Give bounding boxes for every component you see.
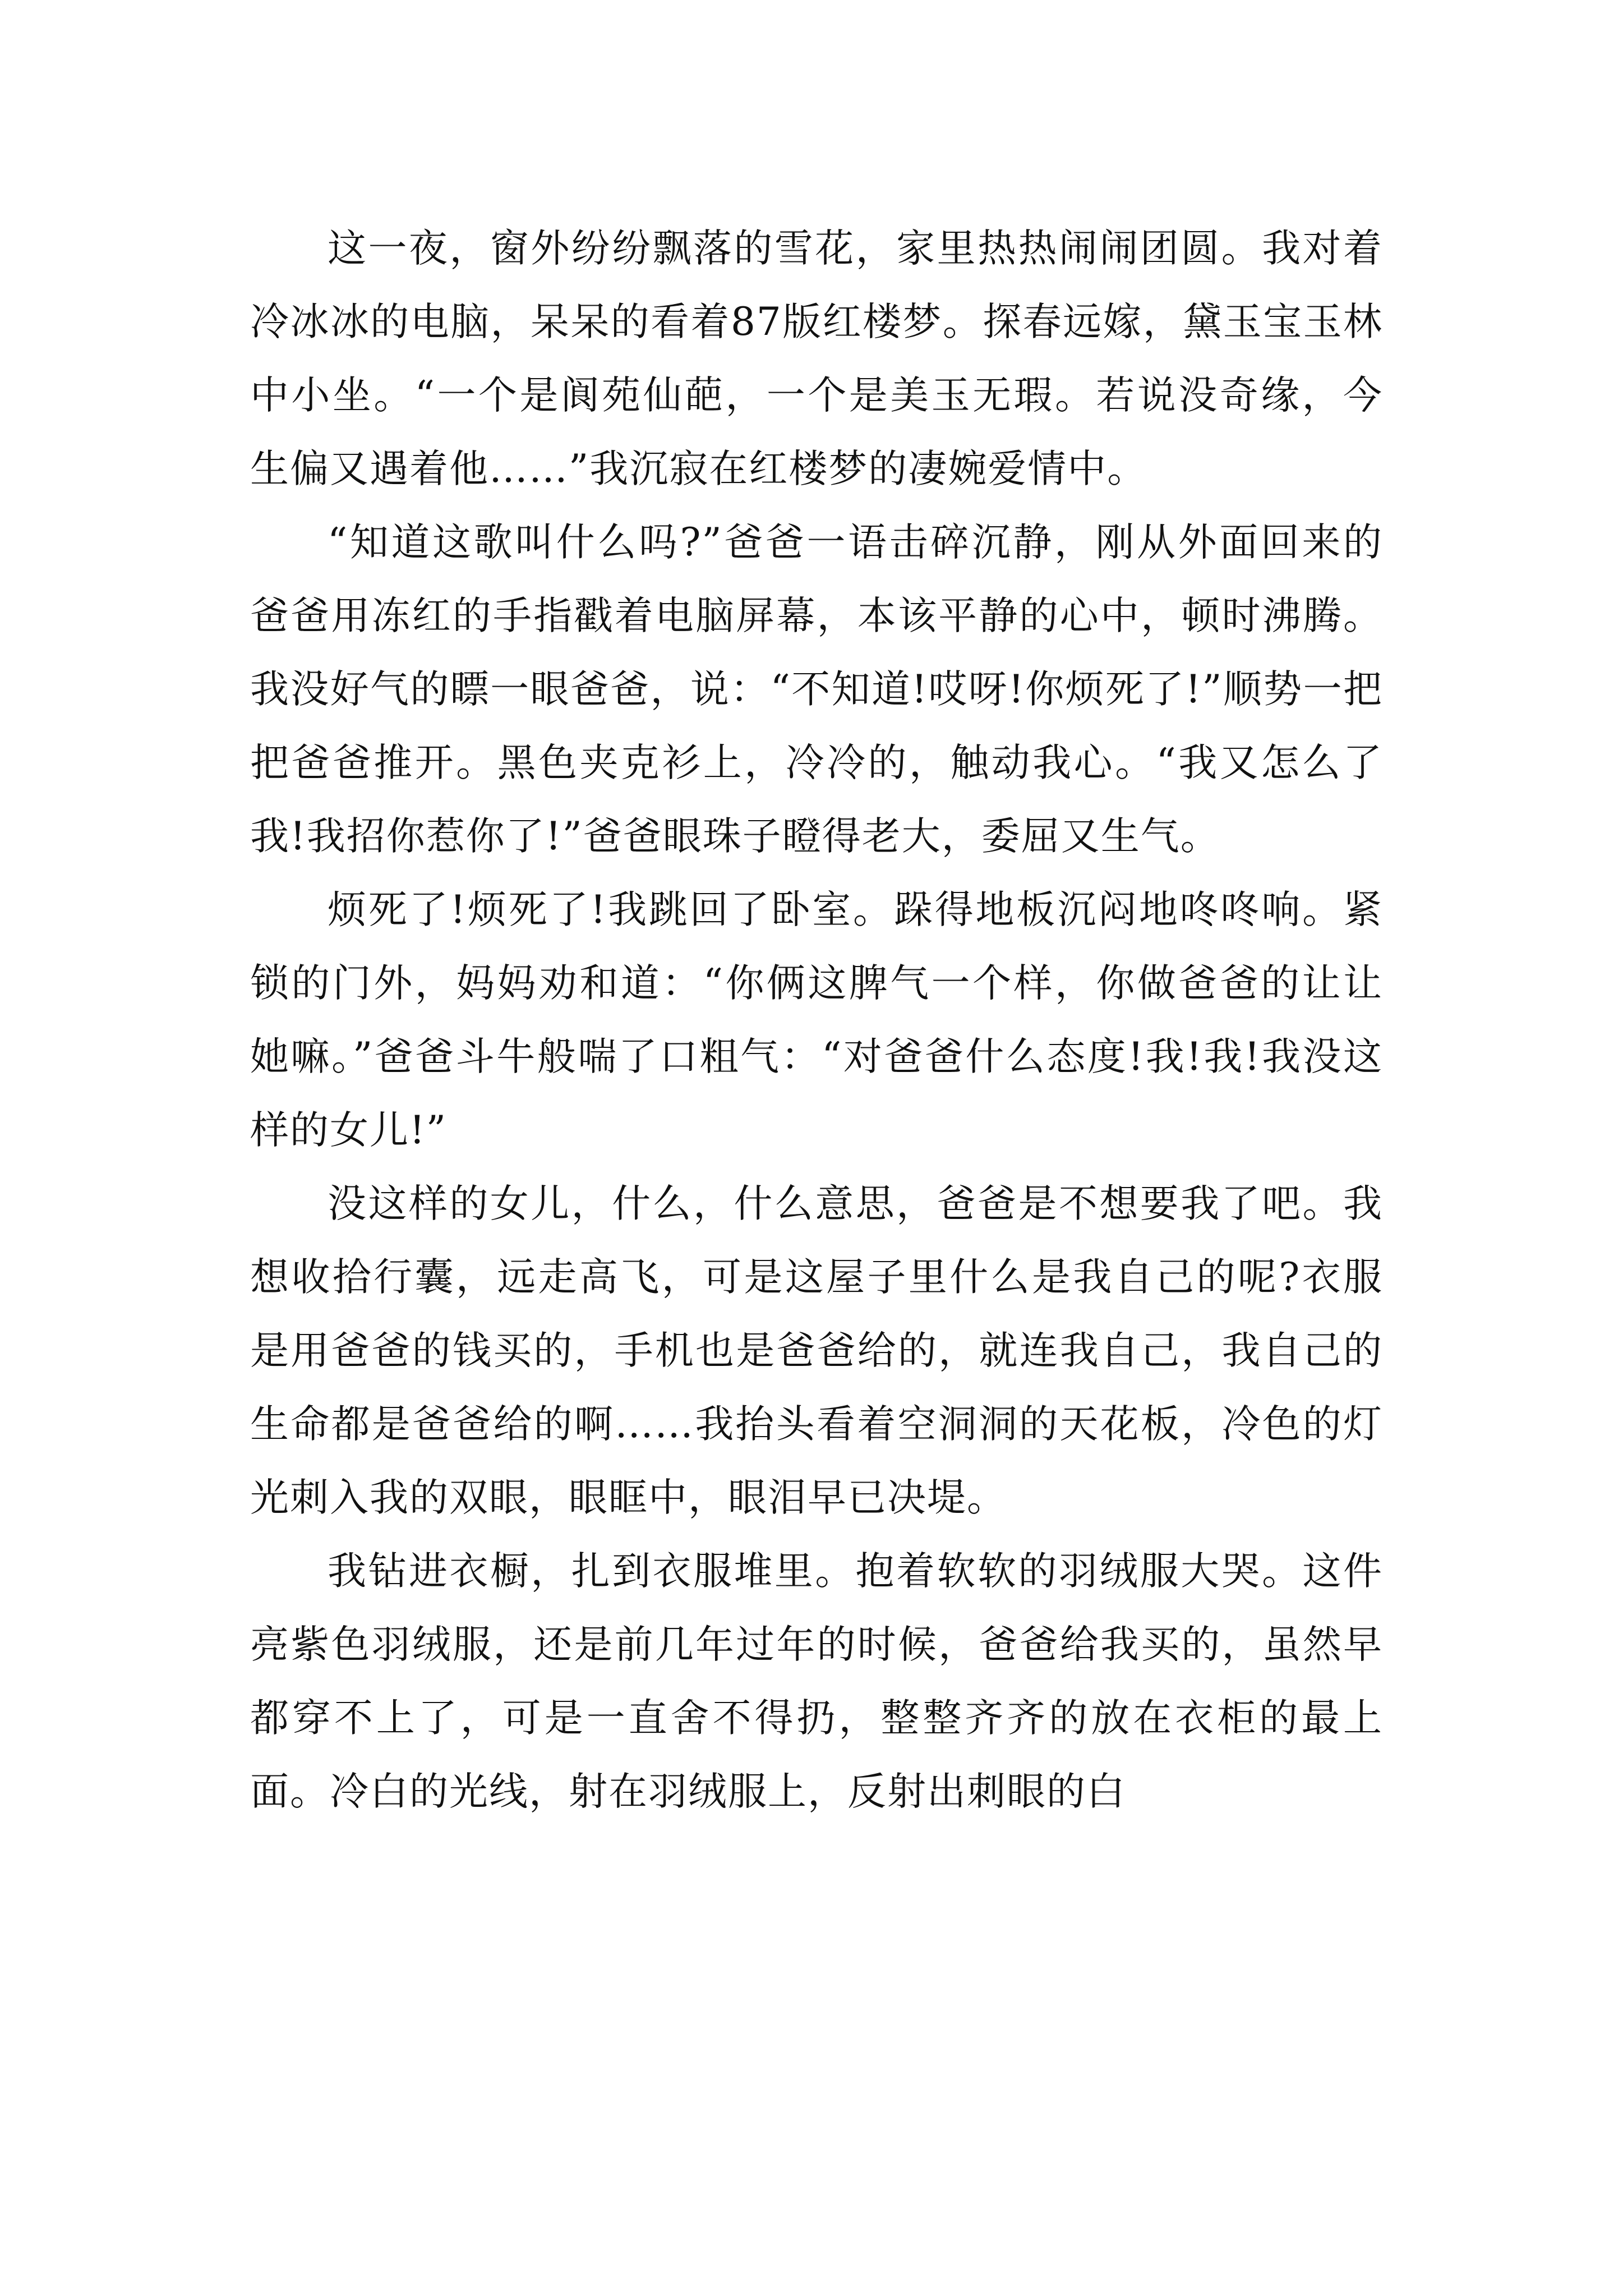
paragraph-5: 我钻进衣橱，扎到衣服堆里。抱着软软的羽绒服大哭。这件亮紫色羽绒服，还是前几年过年的时候，爸爸给我买的，虽然早都穿不上了，可是一直舍不得扔，整整齐齐的放在衣柜的最上面。冷白的光线，射在羽绒服上，反射出刺眼的白 xyxy=(250,1549,1383,1814)
document-body xyxy=(250,212,1383,1829)
paragraph-4: 没这样的女儿，什么，什么意思，爸爸是不想要我了吧。我想收拾行囊，远走高飞，可是这屋子里什么是我自己的呢?衣服是用爸爸的钱买的，手机也是爸爸给的，就连我自己，我自己的生命都是爸爸给的啊……我抬头看着空洞洞的天花板，冷色的灯光刺入我的双眼，眼眶中，眼泪早已决堤。 xyxy=(250,1181,1383,1520)
paragraph-3: 烦死了!烦死了!我跳回了卧室。跺得地板沉闷地咚咚响。紧锁的门外，妈妈劝和道：“你俩这脾气一个样，你做爸爸的让让她嘛。”爸爸斗牛般喘了口粗气：“对爸爸什么态度!我!我!我没这样的女儿!” xyxy=(250,887,1383,1153)
paragraph-2: “知道这歌叫什么吗?”爸爸一语击碎沉静，刚从外面回来的爸爸用冻红的手指戳着电脑屏幕，本该平静的心中，顿时沸腾。我没好气的瞟一眼爸爸，说：“不知道!哎呀!你烦死了!”顺势一把把爸爸推开。黑色夹克衫上，冷冷的，触动我心。“我又怎么了我!我招你惹你了!”爸爸眼珠子瞪得老大，委屈又生气。 xyxy=(250,520,1383,859)
paragraph-1: 这一夜，窗外纷纷飘落的雪花，家里热热闹闹团圆。我对着冷冰冰的电脑，呆呆的看着87版红楼梦。探春远嫁，黛玉宝玉林中小坐。“一个是阆苑仙葩，一个是美玉无瑕。若说没奇缘，今生偏又遇着他……”我沉寂在红楼梦的凄婉爱情中。 xyxy=(250,226,1383,491)
